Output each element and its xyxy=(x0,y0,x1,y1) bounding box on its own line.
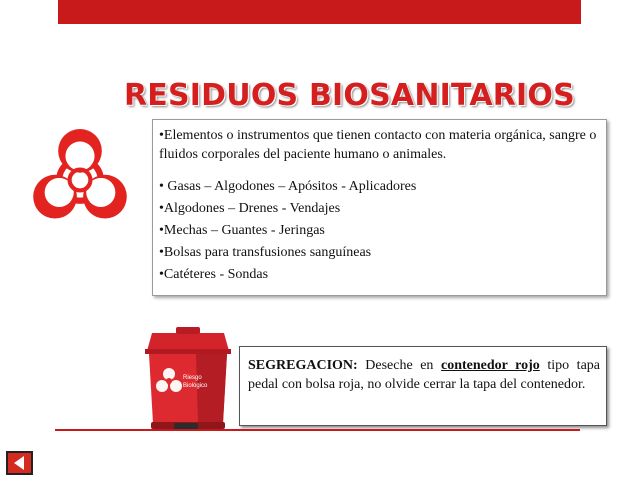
segregation-box xyxy=(239,346,607,426)
bottom-divider xyxy=(55,429,580,431)
list-item: •Catéteres - Sondas xyxy=(159,267,269,282)
red-waste-container-image xyxy=(136,325,240,435)
container-label-line2: Biológico xyxy=(183,383,208,389)
top-accent-bar xyxy=(58,0,581,24)
container-label-line1: Riesgo xyxy=(183,375,202,381)
segregation-text-before: Deseche en xyxy=(357,358,441,373)
list-item: •Mechas – Guantes - Jeringas xyxy=(159,223,325,238)
list-item: •Algodones – Drenes - Vendajes xyxy=(159,201,341,216)
segregation-text-after: tipo tapa pedal con bolsa roja, no olvide cerrar la tapa del contenedor. xyxy=(248,358,600,392)
intro-text: •Elementos o instrumentos que tienen contacto con materia orgánica, sangre o fluidos corporales del paciente humano o animales. xyxy=(159,128,597,162)
segregation-label: SEGREGACION: xyxy=(248,358,358,373)
list-item: • Gasas – Algodones – Apósitos - Aplicadores xyxy=(159,179,417,194)
waste-items-list xyxy=(159,177,601,284)
segregation-emphasis: contenedor rojo xyxy=(440,358,540,373)
slide-title: RESIDUOS BIOSANITARIOS xyxy=(124,78,575,113)
content-box xyxy=(152,119,607,296)
biohazard-icon xyxy=(28,128,132,232)
back-arrow-icon[interactable] xyxy=(6,451,33,475)
list-item: •Bolsas para transfusiones sanguíneas xyxy=(159,245,372,260)
